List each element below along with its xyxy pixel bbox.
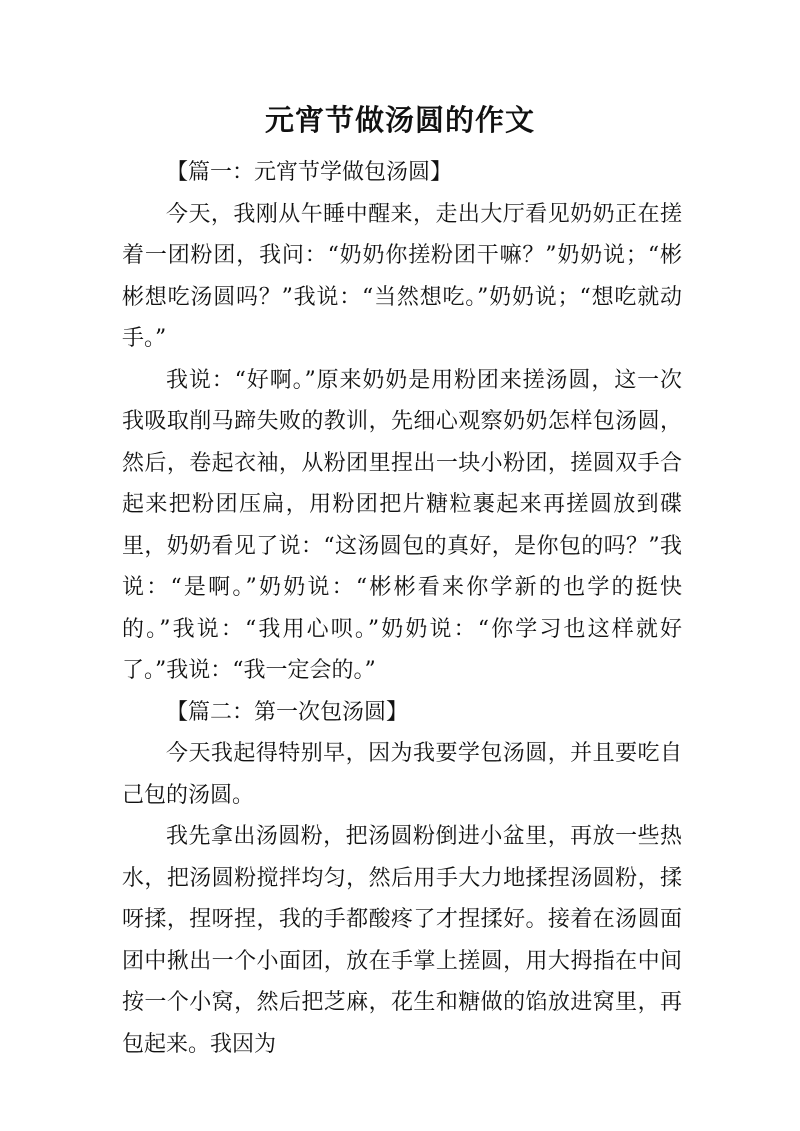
section-heading-1: 【篇一：元宵节学做包汤圆】 xyxy=(166,160,453,185)
paragraph-1-2: 我说：“好啊。”原来奶奶是用粉团来搓汤圆，这一次我吸取削马蹄失败的教训，先细心观察奶奶怎样包汤圆，然后，卷起衣袖，从粉团里捏出一块小粉团，搓圆双手合起来把粉团压扁，用粉团把片糖粒裹起来再搓圆放到碟里，奶奶看见了说：“这汤圆包的真好，是你包的吗？”我说：“是啊。”奶奶说：“彬彬看来你学新的也学的挺快的。”我说：“我用心呗。”奶奶说：“你学习也这样就好了。”我说：“我一定会的。” xyxy=(122,367,682,683)
document-title: 元宵节做汤圆的作文 xyxy=(264,103,535,137)
section-heading-2: 【篇二：第一次包汤圆】 xyxy=(166,699,409,725)
paragraph-1-1: 今天，我刚从午睡中醒来，走出大厅看见奶奶正在搓着一团粉团，我问：“奶奶你搓粉团干嘛？”奶奶说；“彬彬想吃汤圆吗？”我说：“当然想吃。”奶奶说；“想吃就动手。” xyxy=(122,201,682,351)
paragraph-2-1: 今天我起得特别早，因为我要学包汤圆，并且要吃自己包的汤圆。 xyxy=(122,741,682,808)
paragraph-2-2: 我先拿出汤圆粉，把汤圆粉倒进小盆里，再放一些热水，把汤圆粉搅拌均匀，然后用手大力地揉捏汤圆粉，揉呀揉，捏呀捏，我的手都酸疼了才捏揉好。接着在汤圆面团中揪出一个小面团，放在手掌上搓圆，用大拇指在中间按一个小窝，然后把芝麻，花生和糖做的馅放进窝里，再包起来。我因为 xyxy=(122,824,682,1057)
document-body xyxy=(122,152,682,1065)
